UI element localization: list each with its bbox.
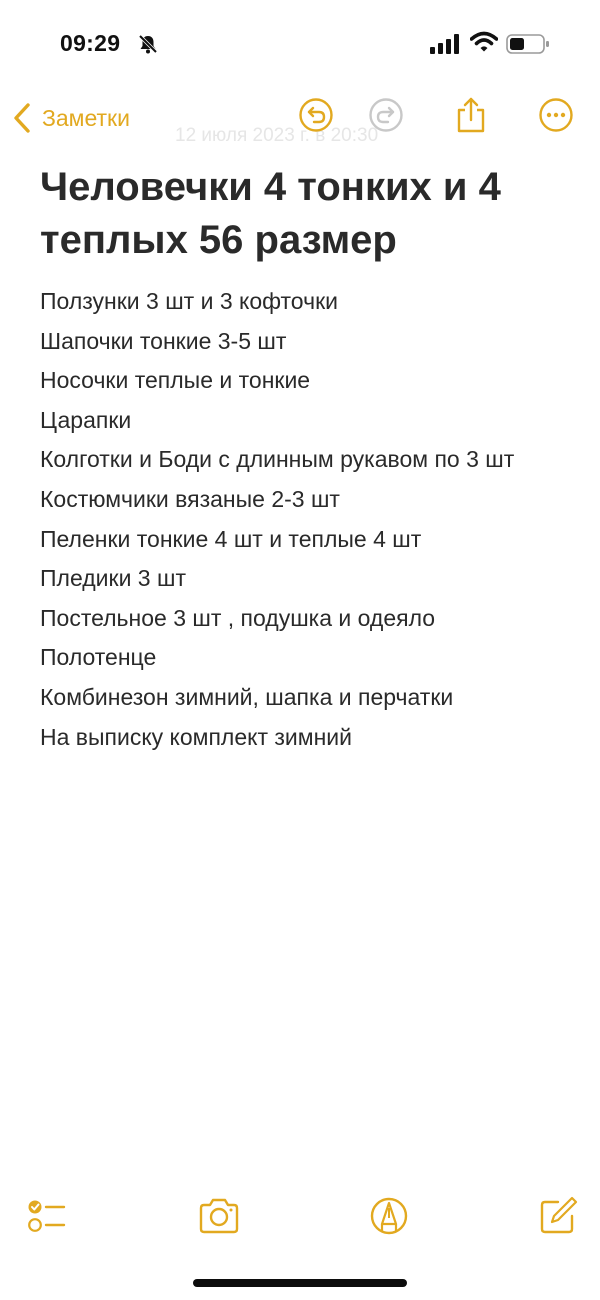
note-title[interactable]: Человечки 4 тонких и 4 теплых 56 размер: [40, 165, 501, 262]
undo-icon[interactable]: [298, 97, 334, 133]
markup-pen-icon[interactable]: [367, 1194, 411, 1238]
home-indicator[interactable]: [193, 1279, 407, 1287]
redo-icon[interactable]: [368, 97, 404, 133]
note-line: Пледики 3 шт: [40, 565, 186, 592]
status-time: 09:29: [60, 30, 121, 56]
note-line: На выписку комплект зимний: [40, 723, 352, 750]
compose-icon[interactable]: [536, 1194, 580, 1238]
checklist-icon[interactable]: [26, 1194, 70, 1238]
back-label: Заметки: [42, 104, 130, 131]
note-body[interactable]: [40, 282, 570, 757]
signal-icon: [430, 34, 462, 54]
battery-icon: [506, 33, 550, 55]
camera-icon[interactable]: [197, 1194, 241, 1238]
more-icon[interactable]: [538, 97, 574, 133]
chevron-left-icon: [10, 101, 34, 135]
nav-bar: [0, 90, 600, 150]
note-line: Носочки теплые и тонкие: [40, 367, 311, 394]
note-date-faded: 12 июля 2023 г. в 20:30: [175, 125, 379, 146]
note-line: Царапки: [40, 406, 132, 433]
note-line: Колготки и Боди с длинным рукавом по 3 шт: [40, 446, 515, 473]
note-line: Шапочки тонкие 3-5 шт: [40, 327, 287, 354]
note-line: Ползунки 3 шт и 3 кофточки: [40, 288, 338, 314]
bell-slash-icon: [137, 33, 159, 55]
note-line: Постельное 3 шт , подушка и одеяло: [40, 604, 436, 631]
note-line: Полотенце: [40, 644, 157, 671]
note-line: Пеленки тонкие 4 шт и теплые 4 шт: [40, 525, 422, 552]
share-icon[interactable]: [453, 97, 489, 133]
back-button[interactable]: [10, 98, 130, 138]
status-bar: [0, 0, 600, 90]
wifi-icon: [470, 31, 498, 53]
bottom-toolbar: [0, 1190, 600, 1246]
note-line: Костюмчики вязаные 2-3 шт: [40, 485, 340, 512]
note-line: Комбинезон зимний, шапка и перчатки: [40, 683, 454, 710]
